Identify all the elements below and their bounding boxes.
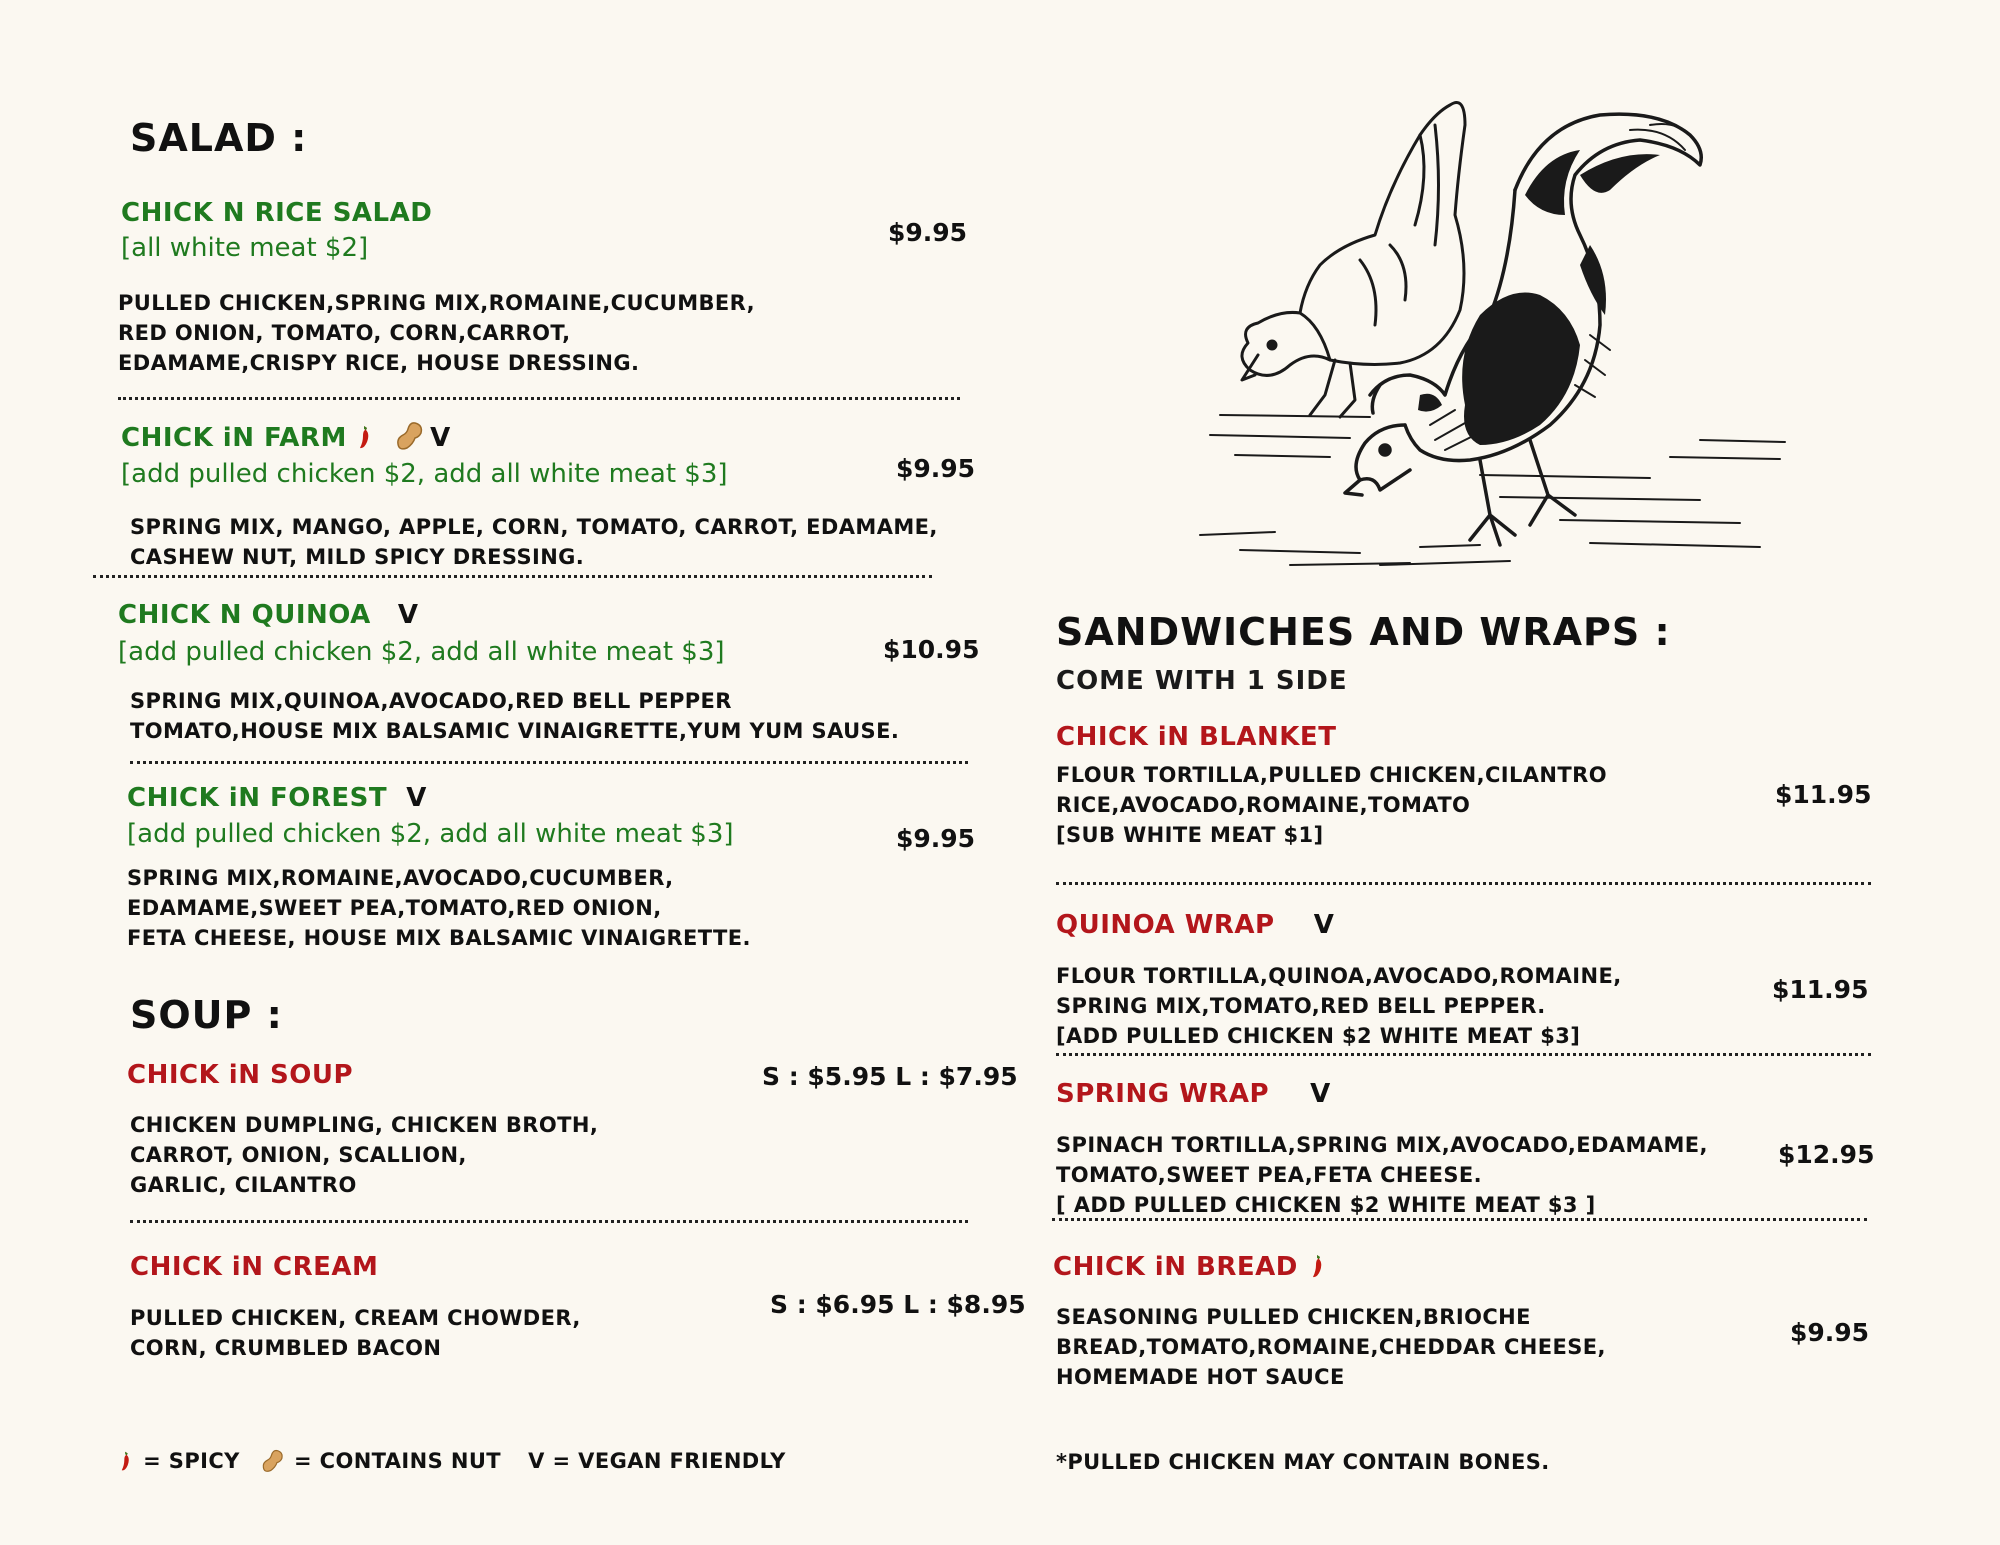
salad-item-price: $9.95 xyxy=(896,454,976,483)
peanut-icon xyxy=(261,1448,285,1474)
divider xyxy=(1056,882,1871,885)
salad-item-price: $10.95 xyxy=(883,635,980,664)
salad-item-header xyxy=(127,783,426,813)
sandwich-item-header xyxy=(1056,910,1334,940)
salad-item-note: [add pulled chicken $2, add all white meat $3] xyxy=(121,459,728,489)
peanut-icon xyxy=(395,420,425,452)
vegan-mark: V xyxy=(430,423,451,453)
legend-spicy: = SPICY xyxy=(143,1449,240,1473)
soup-item-price: S : $5.95 L : $7.95 xyxy=(762,1062,1018,1091)
divider xyxy=(1052,1218,1867,1221)
salad-item-header xyxy=(121,420,450,453)
sandwiches-subheading: COME WITH 1 SIDE xyxy=(1056,666,1348,696)
sandwich-item-header xyxy=(1053,1252,1325,1282)
sandwich-item-description: SPINACH TORTILLA,SPRING MIX,AVOCADO,EDAMAME, TOMATO,SWEET PEA,FETA CHEESE. [ ADD PULLED CHICKEN $2 WHITE MEAT $3 ] xyxy=(1056,1133,1708,1217)
sandwich-item-name: SPRING WRAP xyxy=(1056,1079,1270,1109)
salad-item-description: SPRING MIX,QUINOA,AVOCADO,RED BELL PEPPER TOMATO,HOUSE MIX BALSAMIC VINAIGRETTE,YUM YUM SAUSE. xyxy=(130,689,900,743)
sandwich-item-name: CHICK iN BLANKET xyxy=(1056,722,1337,752)
vegan-mark: V xyxy=(406,783,427,813)
soup-item-price: S : $6.95 L : $8.95 xyxy=(770,1290,1026,1319)
sandwich-item-header xyxy=(1056,1079,1330,1109)
sandwich-item-price: $12.95 xyxy=(1778,1140,1875,1169)
divider xyxy=(1056,1053,1871,1056)
legend xyxy=(120,1448,786,1474)
chicken-illustration xyxy=(1180,95,1810,575)
divider xyxy=(93,575,932,578)
salad-item-name: CHICK iN FARM xyxy=(121,423,347,453)
divider xyxy=(130,1220,968,1223)
chili-pepper-icon xyxy=(120,1450,132,1472)
sandwich-item-price: $11.95 xyxy=(1772,975,1869,1004)
salad-item-note: [add pulled chicken $2, add all white meat $3] xyxy=(118,637,725,667)
sandwich-item-description: SEASONING PULLED CHICKEN,BRIOCHE BREAD,TOMATO,ROMAINE,CHEDDAR CHEESE, HOMEMADE HOT SAUCE xyxy=(1056,1305,1606,1389)
sandwich-item-description: FLOUR TORTILLA,PULLED CHICKEN,CILANTRO RICE,AVOCADO,ROMAINE,TOMATO [SUB WHITE MEAT $1] xyxy=(1056,763,1607,847)
soup-item-description: PULLED CHICKEN, CREAM CHOWDER, CORN, CRUMBLED BACON xyxy=(130,1306,581,1360)
salad-item-note: [add pulled chicken $2, add all white meat $3] xyxy=(127,819,734,849)
salad-item-name: CHICK N RICE SALAD xyxy=(121,198,433,228)
chili-pepper-icon xyxy=(358,424,372,450)
divider xyxy=(130,761,968,764)
soup-item-name: CHICK iN CREAM xyxy=(130,1252,379,1282)
chili-pepper-icon xyxy=(1311,1253,1325,1279)
sandwich-item-name: QUINOA WRAP xyxy=(1056,910,1275,940)
divider xyxy=(118,397,960,400)
salad-item-note: [all white meat $2] xyxy=(121,233,369,263)
sandwich-item-price: $9.95 xyxy=(1790,1318,1870,1347)
vegan-mark: V xyxy=(1313,910,1334,940)
sandwich-item-description: FLOUR TORTILLA,QUINOA,AVOCADO,ROMAINE, SPRING MIX,TOMATO,RED BELL PEPPER. [ADD PULLED CHICKEN $2 WHITE MEAT $3] xyxy=(1056,964,1622,1048)
sandwich-item-price: $11.95 xyxy=(1775,780,1872,809)
salad-item-name: CHICK N QUINOA xyxy=(118,600,371,630)
salad-item-description: SPRING MIX, MANGO, APPLE, CORN, TOMATO, CARROT, EDAMAME, CASHEW NUT, MILD SPICY DRESSING. xyxy=(130,515,938,569)
salad-item-header xyxy=(118,600,418,630)
vegan-mark: V xyxy=(1310,1079,1331,1109)
soup-heading: SOUP : xyxy=(130,993,283,1037)
salad-item-name: CHICK iN FOREST xyxy=(127,783,388,813)
salad-item-description: SPRING MIX,ROMAINE,AVOCADO,CUCUMBER, EDAMAME,SWEET PEA,TOMATO,RED ONION, FETA CHEESE, HOUSE MIX BALSAMIC VINAIGRETTE. xyxy=(127,866,751,950)
salad-item-price: $9.95 xyxy=(888,218,968,247)
salad-item-description: PULLED CHICKEN,SPRING MIX,ROMAINE,CUCUMBER, RED ONION, TOMATO, CORN,CARROT, EDAMAME,CRISPY RICE, HOUSE DRESSING. xyxy=(118,291,755,375)
salad-heading: SALAD : xyxy=(130,116,308,160)
soup-item-name: CHICK iN SOUP xyxy=(127,1060,354,1090)
vegan-mark: V xyxy=(397,600,418,630)
sandwich-item-name: CHICK iN BREAD xyxy=(1053,1252,1298,1282)
legend-vegan: V = VEGAN FRIENDLY xyxy=(528,1449,786,1473)
salad-item-price: $9.95 xyxy=(896,824,976,853)
soup-item-description: CHICKEN DUMPLING, CHICKEN BROTH, CARROT, ONION, SCALLION, GARLIC, CILANTRO xyxy=(130,1113,599,1197)
bones-disclaimer: *PULLED CHICKEN MAY CONTAIN BONES. xyxy=(1056,1450,1550,1474)
sandwiches-heading: SANDWICHES AND WRAPS : xyxy=(1056,610,1671,654)
legend-nut: = CONTAINS NUT xyxy=(293,1449,502,1473)
